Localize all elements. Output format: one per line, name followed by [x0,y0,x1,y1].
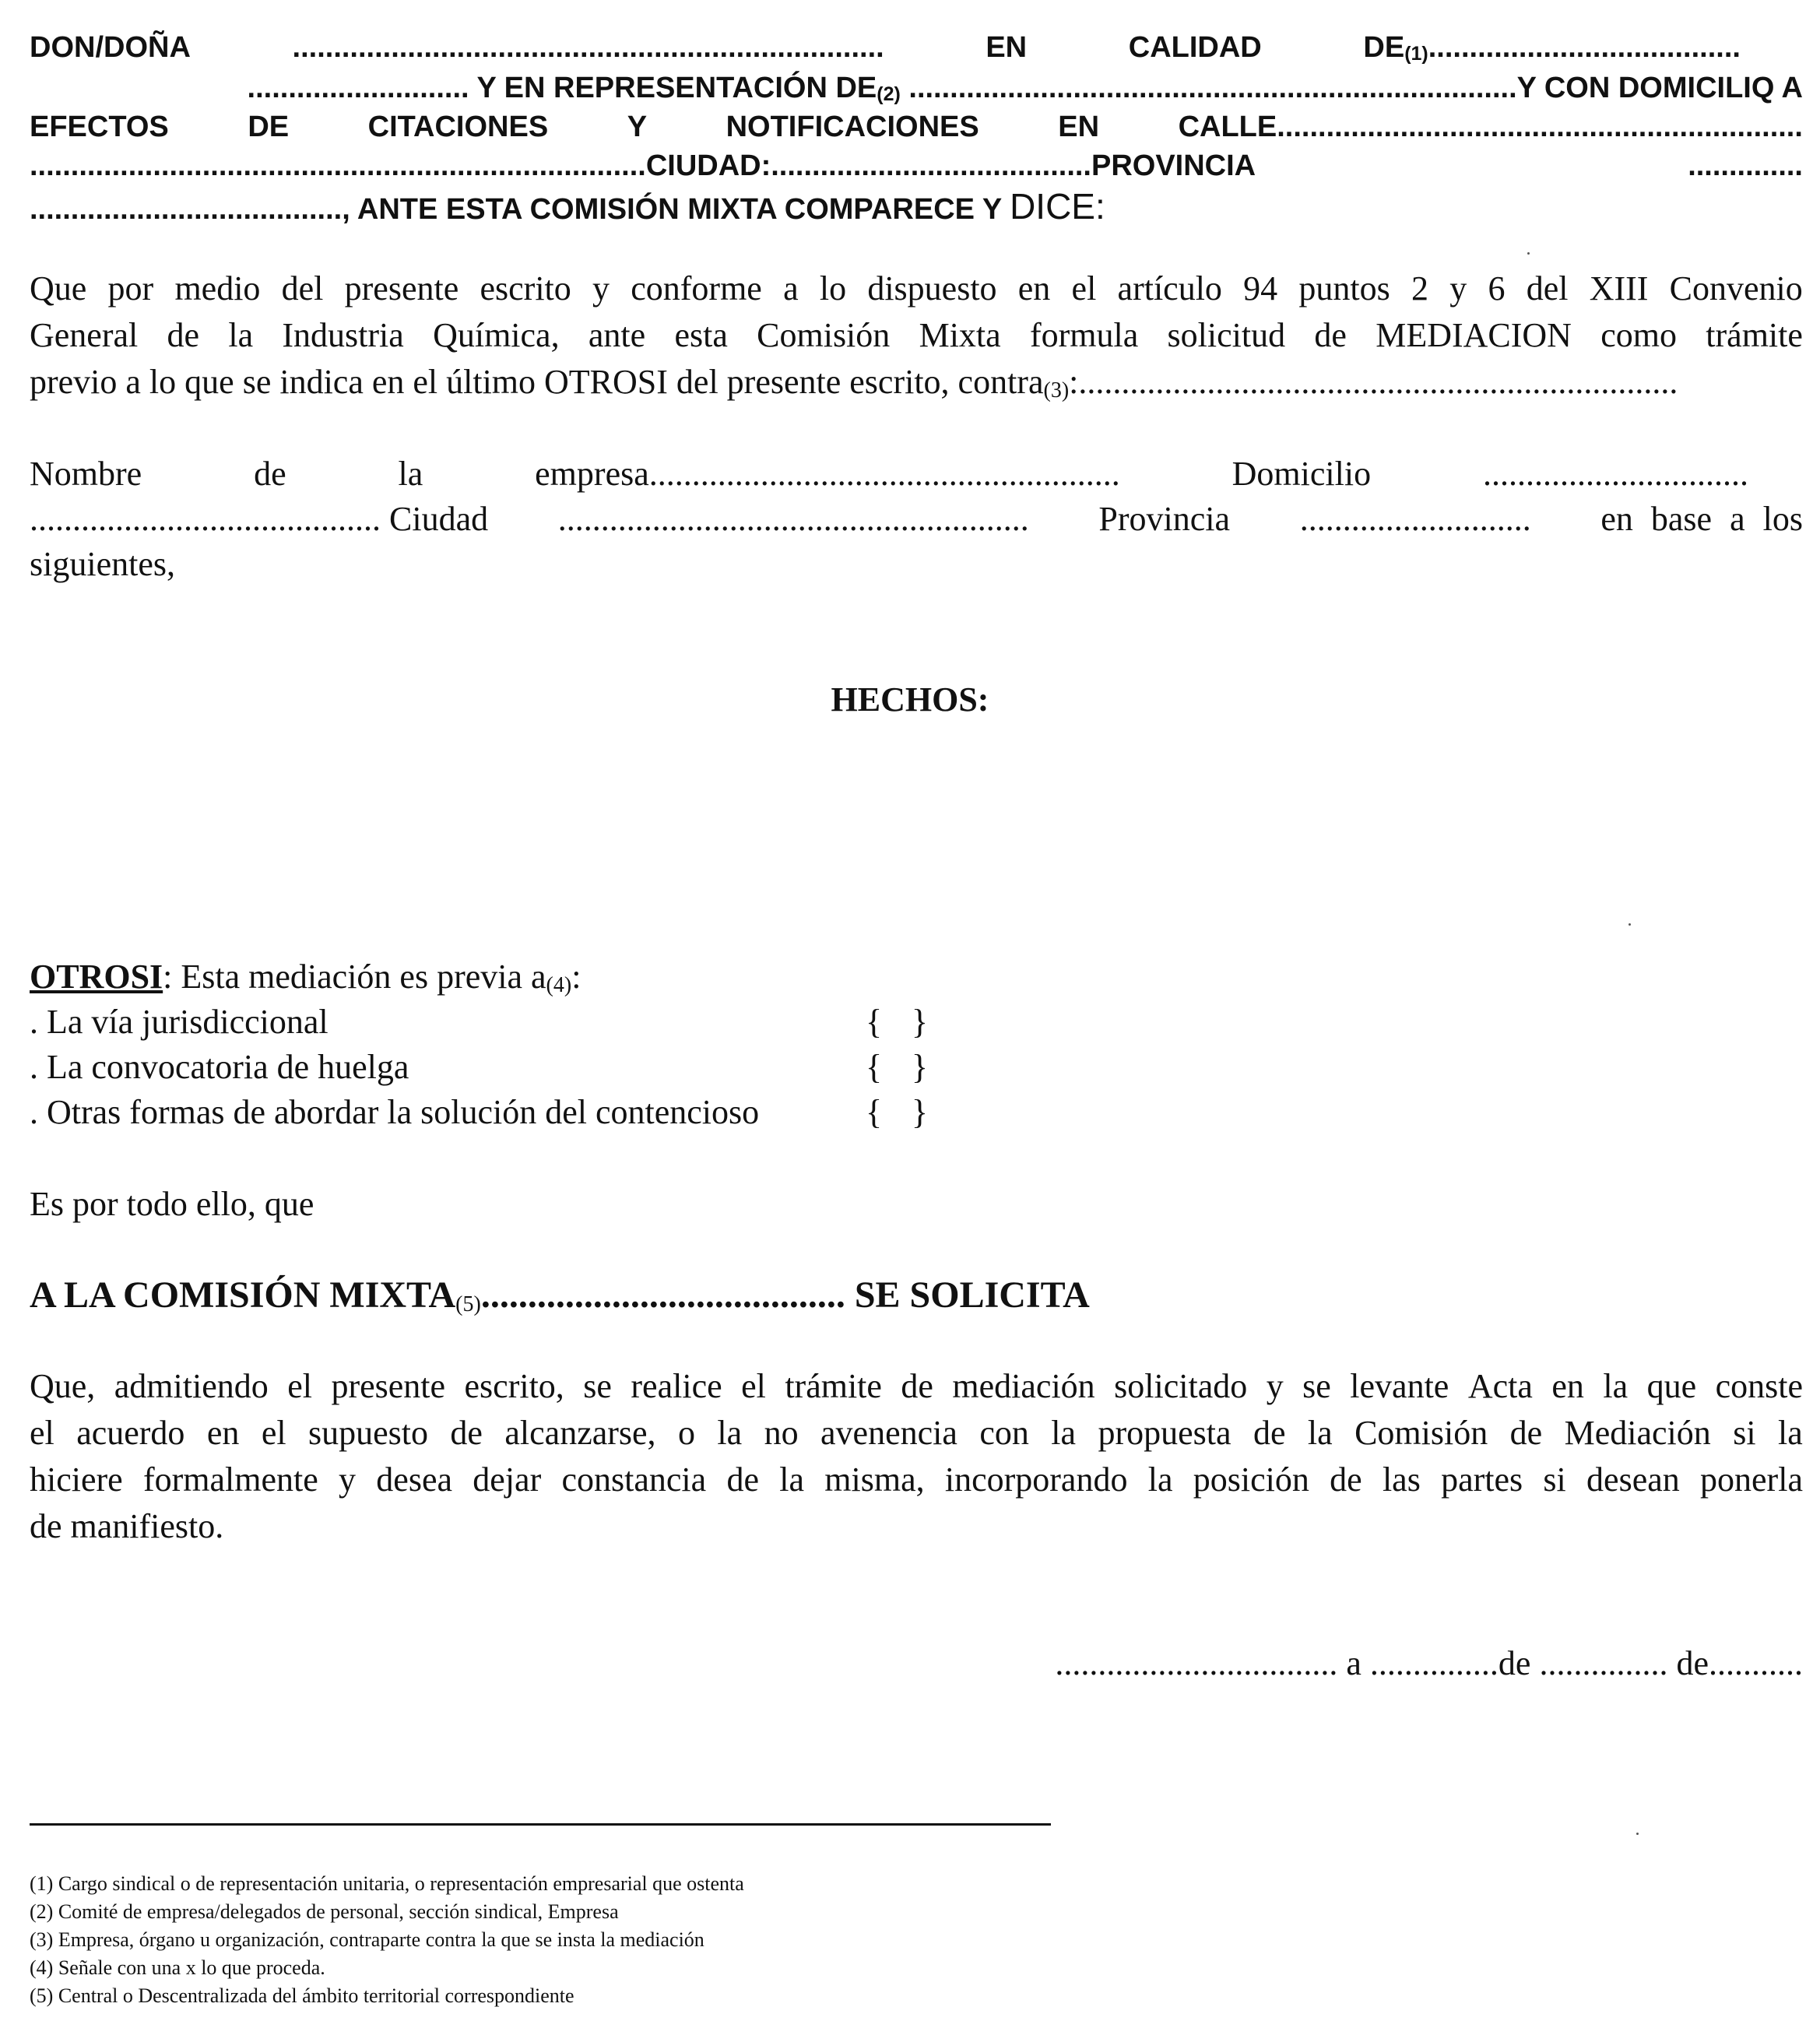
word: Acta [1467,1367,1533,1405]
word: Que [30,269,87,308]
word: mediación [952,1367,1095,1405]
word: la [1147,1460,1173,1499]
scan-speck [1629,923,1631,926]
word: escrito, [464,1367,564,1405]
hechos-heading: HECHOS: [831,680,989,719]
word: 2 [1411,269,1428,308]
word: el [261,1414,286,1452]
word: de [901,1367,933,1405]
word: dispuesto [867,269,997,308]
word: desean [1586,1460,1680,1499]
word: en [1017,269,1051,308]
word: conforme [631,269,762,308]
header-dice: DICE: [1010,186,1105,227]
word: con [979,1414,1029,1452]
word: si [1543,1460,1566,1499]
otrosi-label: OTROSI [30,958,163,996]
scan-speck [1636,1833,1639,1835]
header-name-dots: ........................................................................ [292,31,884,64]
company-line-1 [30,452,1803,497]
solicita-text: ....................................... SE SOLICITA [480,1274,1090,1316]
word: Mediación [1564,1414,1711,1452]
solicita-comision: A LA COMISIÓN MIXTA [30,1274,456,1316]
otrosi-colon: : [571,958,581,996]
word: de [1314,316,1347,354]
footnote-4: (4) Señale con una x lo que proceda. [30,1956,325,1979]
word: si [1733,1414,1756,1452]
word: 94 [1243,269,1278,308]
request-line-4: de manifiesto. [30,1507,224,1545]
word: avenencia [820,1414,957,1452]
word: conste [1715,1367,1803,1405]
word: incorporando [944,1460,1128,1499]
option-1-checkbox[interactable] [866,1000,928,1045]
word: admitiendo [114,1367,269,1405]
word: de [1330,1460,1362,1499]
word: puntos [1298,269,1390,308]
word: se [583,1367,612,1405]
word: MEDIACION [1376,316,1572,354]
company-name-field: empresa....................................................... [535,455,1120,493]
es-por-todo: Es por todo ello, que [30,1185,314,1223]
word: las [1382,1460,1421,1499]
word: la [1307,1414,1333,1452]
word: el [741,1367,766,1405]
header-line-4 [30,146,1803,185]
footnote-ref-1: (1) [1404,43,1428,65]
word: Que, [30,1367,96,1405]
word: presente [331,1367,446,1405]
word: formalmente [142,1460,318,1499]
header-provincia-dots: .............. [1688,149,1803,182]
word: y [1266,1367,1284,1405]
otrosi-text: : Esta mediación es previa a [163,958,546,996]
footnote-ref-2: (2) [877,83,901,105]
option-2-checkbox[interactable] [866,1045,928,1090]
option-label: . La convocatoria de huelga [30,1048,409,1086]
header-y: Y [627,111,648,143]
option-label: . La vía jurisdiccional [30,1003,329,1041]
header-efectos: EFECTOS [30,111,169,143]
word: 6 [1488,269,1506,308]
word: o [677,1414,695,1452]
brace-open-icon: { [866,1093,883,1131]
footnote-2: (2) Comité de empresa/delegados de personal, sección sindical, Empresa [30,1900,619,1923]
footnote-ref-4: (4) [546,973,572,997]
header-calle: CALLE................................................................ [1178,111,1803,143]
word: Mixta [919,316,1001,354]
intro-contra-dots: :...................................................................... [1069,363,1678,401]
word: la [1603,1367,1629,1405]
footnote-3: (3) Empresa, órgano u organización, contraparte contra la que se insta la mediación [30,1928,704,1951]
company-ciudad-field: ......................................... Ciudad [30,500,489,538]
word: en [1551,1367,1584,1405]
word: de [167,316,200,354]
intro-line-2 [30,313,1803,358]
brace-close-icon: } [911,1003,928,1041]
word: lo [819,269,847,308]
footnote-ref-5: (5) [455,1292,481,1316]
word: dejar [473,1460,542,1499]
word: Convenio [1669,269,1803,308]
footnote-divider [30,1823,1051,1826]
word: presente [344,269,459,308]
word: solicitado [1114,1367,1248,1405]
header-notificaciones: NOTIFICACIONES [726,111,979,143]
brace-close-icon: } [911,1093,928,1131]
word: Química, [433,316,560,354]
header-de-2: DE [248,111,290,143]
word: de [254,455,286,493]
word: la [717,1414,743,1452]
word: alcanzarse, [504,1414,656,1452]
company-line-2 [30,497,1803,542]
company-provincia-field: ........................... [1299,500,1531,538]
word: solicitud [1167,316,1286,354]
word: en [206,1414,240,1452]
word: a [783,269,799,308]
header-don-dona: DON/DOÑA [30,31,191,64]
header-de-group [1363,28,1803,73]
word: realice [631,1367,722,1405]
word: ante [588,316,646,354]
word: de [1253,1414,1286,1452]
word: no [764,1414,799,1452]
word: acuerdo [76,1414,185,1452]
header-line-3 [30,107,1803,146]
word: el [30,1414,54,1452]
word: misma, [824,1460,925,1499]
word: hiciere [30,1460,123,1499]
word: trámite [785,1367,882,1405]
word: medio [174,269,261,308]
word: que [1646,1367,1697,1405]
word: de [726,1460,759,1499]
word: formula [1029,316,1139,354]
word: del [281,269,324,308]
word: supuesto [308,1414,428,1452]
word: partes [1441,1460,1523,1499]
word: la [1051,1414,1077,1452]
word: por [107,269,154,308]
word: Domicilio [1231,455,1372,493]
word: Comisión [1354,1414,1488,1452]
word: y [339,1460,357,1499]
ciudad-dots: ....................................................... [557,500,1029,538]
word: el [1071,269,1097,308]
scan-speck [1527,252,1530,255]
word: posición [1193,1460,1309,1499]
word: y [592,269,610,308]
word: la [398,455,423,493]
header-en-2: EN [1058,111,1100,143]
header-en: EN [986,31,1028,64]
request-line-2 [30,1411,1803,1456]
request-line-1 [30,1364,1803,1409]
word: en base a los [1600,500,1803,538]
brace-close-icon: } [911,1048,928,1086]
brace-open-icon: { [866,1003,883,1041]
word: ponerla [1700,1460,1803,1499]
option-3-checkbox[interactable] [866,1090,928,1135]
word: esta [674,316,728,354]
word: Provincia [1098,500,1231,538]
footnote-ref-3: (3) [1043,378,1070,402]
word: del [1526,269,1569,308]
word: XIII [1589,269,1649,308]
word: Industria [282,316,404,354]
word: Comisión [757,316,891,354]
word: Nombre [30,455,142,493]
word: la [1777,1414,1803,1452]
intro-line-1 [30,266,1803,311]
company-line-3: siguientes, [30,545,175,583]
request-line-3 [30,1457,1803,1503]
intro-contra-text: previo a lo que se indica en el último OTROSI del presente escrito, contra [30,363,1044,401]
footnote-5: (5) Central o Descentralizada del ámbito territorial correspondiente [30,1984,574,2007]
word: artículo [1117,269,1222,308]
brace-open-icon: { [866,1048,883,1086]
word: trámite [1706,316,1803,354]
word: escrito [480,269,571,308]
word: y [1449,269,1467,308]
header-citaciones: CITACIONES [367,111,549,143]
header-domicilio: ..........................................................................Y CON DOMICILIQ A [900,72,1803,104]
word: de [450,1414,483,1452]
solicita-line [30,1272,1803,1328]
header-calidad: CALIDAD [1128,31,1262,64]
word: desea [376,1460,453,1499]
word: constancia [561,1460,707,1499]
option-label: . Otras formas de abordar la solución del contencioso [30,1093,760,1131]
footnote-1: (1) Cargo sindical o de representación unitaria, o representación empresarial que ostenta [30,1872,744,1895]
company-domicilio-field [1483,452,1803,497]
word: como [1600,316,1678,354]
word: propuesta [1098,1414,1231,1452]
word: levante [1350,1367,1449,1405]
header-de: DE [1363,31,1405,64]
header-representacion: ........................... Y EN REPRESENTACIÓN DE [247,72,877,104]
date-signature-line: ................................. a ...............de ............... de........... [1055,1644,1803,1682]
word: la [779,1460,805,1499]
word: se [1302,1367,1331,1405]
word: la [228,316,254,354]
word: General [30,316,139,354]
domicilio-dots: ............................... [1482,455,1748,493]
word: el [287,1367,312,1405]
header-line-5 [30,187,1803,229]
word: de [1509,1414,1543,1452]
header-line-1 [30,28,1803,73]
intro-line-3 [30,360,1803,413]
header-calidad-dots: ...................................... [1428,31,1741,64]
header-ciudad-provincia: ...........................................................................CIUDAD:.......................................PROVINCIA [30,149,1256,182]
header-comparece: ......................................, ANTE ESTA COMISIÓN MIXTA COMPARECE Y [30,193,1010,226]
